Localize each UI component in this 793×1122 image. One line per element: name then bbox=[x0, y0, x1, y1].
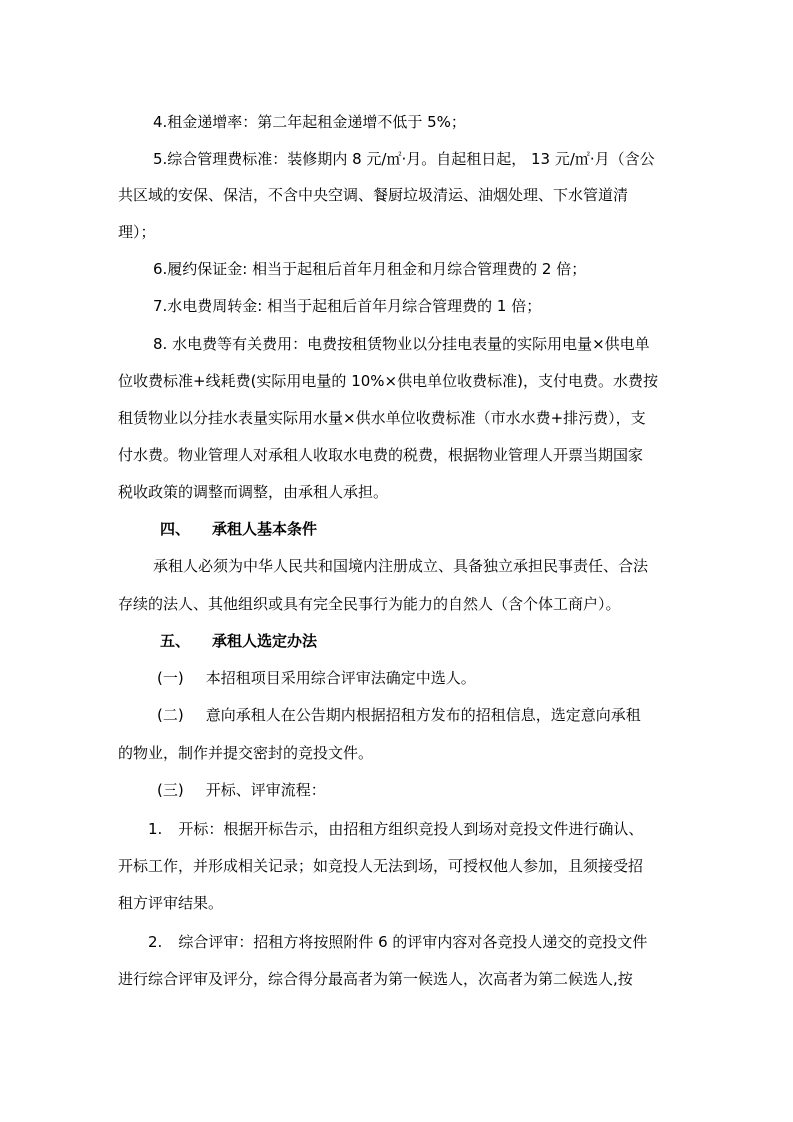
list-item bbox=[157, 780, 326, 800]
step-text: 开标：根据开标告示，由招租方组织竞投人到场对竞投文件进行确认、 bbox=[178, 820, 644, 838]
section-number: 四、 bbox=[160, 520, 191, 538]
paragraph-line: 承租人必须为中华人民共和国境内注册成立、具备独立承担民事责任、合法 bbox=[153, 557, 649, 575]
item-number: (一) bbox=[157, 669, 184, 687]
item-number: (二) bbox=[157, 706, 184, 724]
paragraph-line: 8. 水电费等有关费用：电费按租赁物业以分挂电表量的实际用电量×供电单 bbox=[153, 335, 650, 353]
item-text: 意向承租人在公告期内根据招租方发布的招租信息，选定意向承租 bbox=[205, 706, 641, 724]
paragraph-line: 租赁物业以分挂水表量实际用水量×供水单位收费标准（市水水费+排污费），支 bbox=[118, 409, 646, 427]
list-item bbox=[148, 932, 647, 952]
paragraph-line: 6.履约保证金: 相当于起租后首年月租金和月综合管理费的 2 倍； bbox=[153, 260, 587, 278]
section-heading-5 bbox=[160, 631, 317, 651]
list-item bbox=[148, 819, 643, 839]
paragraph-line: 理）； bbox=[118, 223, 156, 241]
paragraph-line: 付水费。物业管理人对承租人收取水电费的税费，根据物业管理人开票当期国家 bbox=[118, 446, 644, 464]
paragraph-line: 共区域的安保、保洁，不含中央空调、餐厨垃圾清运、油烟处理、下水管道清 bbox=[118, 186, 629, 204]
section-number: 五、 bbox=[160, 632, 191, 650]
item-number: (三) bbox=[157, 781, 184, 799]
step-text: 综合评审：招租方将按照附件 6 的评审内容对各竞投人递交的竞投文件 bbox=[178, 933, 648, 951]
list-item bbox=[157, 668, 476, 688]
paragraph-line: 进行综合评审及评分，综合得分最高者为第一候选人，次高者为第二候选人,按 bbox=[118, 970, 633, 988]
list-item bbox=[157, 705, 641, 725]
section-title: 承租人基本条件 bbox=[212, 520, 318, 538]
item-text: 开标、评审流程： bbox=[205, 781, 326, 799]
paragraph-line: 位收费标准+线耗费(实际用电量的 10%×供电单位收费标准)，支付电费。水费按 bbox=[118, 372, 658, 390]
paragraph-line: 开标工作，并形成相关记录；如竞投人无法到场，可授权他人参加，且须接受招 bbox=[118, 857, 644, 875]
paragraph-line: 税收政策的调整而调整，由承租人承担。 bbox=[118, 483, 389, 501]
paragraph-line: 7.水电费周转金: 相当于起租后首年月综合管理费的 1 倍； bbox=[153, 297, 542, 315]
paragraph-line: 4.租金递增率：第二年起租金递增不低于 5%； bbox=[153, 113, 466, 131]
section-title: 承租人选定办法 bbox=[212, 632, 318, 650]
paragraph-line: 5.综合管理费标准：装修期内 8 元/㎡·月。自起租日起， 13 元/㎡·月（含公 bbox=[153, 150, 655, 168]
section-heading-4 bbox=[160, 519, 317, 539]
item-text: 本招租项目采用综合评审法确定中选人。 bbox=[205, 669, 476, 687]
paragraph-line: 租方评审结果。 bbox=[118, 894, 224, 912]
paragraph-line: 存续的法人、其他组织或具有完全民事行为能力的自然人（含个体工商户）。 bbox=[118, 595, 621, 613]
step-number: 2. bbox=[148, 933, 163, 951]
step-number: 1. bbox=[148, 820, 163, 838]
paragraph-line: 的物业，制作并提交密封的竞投文件。 bbox=[118, 744, 374, 762]
